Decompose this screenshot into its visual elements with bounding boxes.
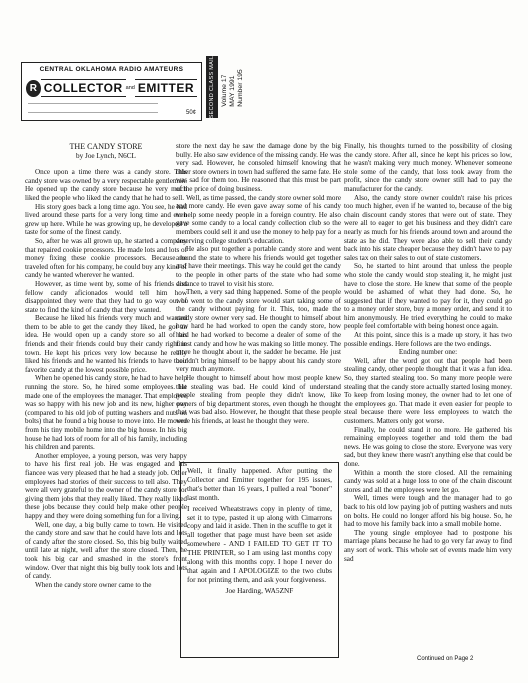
paragraph: Finally, his thoughts turned to the possibility of closing the candy store. After all, since he kept his prices so low, he wasn't making very much money. Whenever someone stole some of the candy, that loss took away from the profit, since the candy store owner still had to pay the manufacturer for the candy. bbox=[344, 142, 512, 193]
paragraph: So, he started to hint around that unless the people who stole the candy would stop stealing it, he might just have to close the store. He knew that some of the people would be ashamed of what they had done. So, he suggested that if they wanted to pay for it, they could go to a money order store, buy a money order, and send it to him anonymously. He tried everything he could to make people feel comfortable with being honest once again. bbox=[344, 262, 512, 331]
paragraph: Because he liked his friends very much and wanted them to be able to get the candy they liked, he got an idea. He would open up a candy store so all of his friends and their friends could buy their candy right in town. He kept his prices very low because he really liked his friends and he wanted his friends to have their favorite candy at the lowest possible price. bbox=[25, 314, 187, 374]
ending-heading: Ending number one: bbox=[398, 348, 458, 357]
issue-date: MAY 1991 bbox=[229, 75, 236, 107]
paragraph: Then, a very sad thing happened. Some of the people who went to the candy store would start taking some of the candy without paying for it. This, too, made the candy store owner very sad. He thought to himself about how hard he had worked to open the candy store, how hard he had worked to become a dealer of some of the finest candy and how he was making so little money. The more he thought about it, the sadder he became. He just couldn't bring himself to be happy about his candy store very much anymore. bbox=[176, 288, 341, 374]
paragraph: So, after he was all grown up, he started a company that repaired cookie processors. He made lots and lots of money fixing these cookie processors. Because he traveled often for his company, he could buy any kind of candy he wanted wherever he wanted. bbox=[25, 236, 187, 280]
paragraph: Well, after the word got out that people had been stealing candy, other people thought that it was a fun idea. So, they started stealing too. So many more people were stealing that the candy store actually started losing money. To keep from losing money, the owner had to let one of the employees go. That made it even easier for people to steal because there were less employees to watch the customers. Matters only got worse. bbox=[344, 356, 512, 425]
paragraph: When the candy store owner came to the bbox=[35, 580, 152, 589]
address-lines bbox=[28, 103, 158, 113]
paragraph: At this point, since this is a made up story, it has two possible endings. Here follows are the two endings. bbox=[344, 331, 512, 348]
postage-label: SECOND CLASS MAIL bbox=[209, 55, 215, 119]
article-title: THE CANDY STORE bbox=[69, 142, 143, 151]
issue-number: Number 195 bbox=[237, 69, 244, 107]
price-label: 50¢ bbox=[185, 110, 196, 116]
paragraph: The young single employee had to postpone his marriage plans because he had to go very far away to find any sort of work. This whole set of events made him very sad bbox=[344, 528, 512, 563]
paragraph: Also, the candy store owner couldn't raise his prices too much higher, even if he wanted to, because of the big chain discount candy stores that were out of state. They were all to eager to get his business and they didn't care nearly as much for his friends around town and around the state as he did. They were also able to sell their candy back into his state cheaper because they didn't have to pay sales tax on their sales to out of state customers. bbox=[344, 193, 512, 262]
masthead-org-line: CENTRAL OKLAHOMA RADIO AMATEURS bbox=[39, 66, 184, 73]
paragraph: Well, one day, a big bully came to town. He visited the candy store and saw that he could have lots and lots of candy after the store closed. So, this big bully waited until late at night, well after the store closed. Then, he took his big car and smashed in the store's front window. Over that night this big bully took lots and lots of candy. bbox=[25, 520, 187, 581]
masthead-word-and: and bbox=[125, 85, 135, 91]
article-column-2 bbox=[176, 142, 341, 426]
masthead-word-left: COLLECTOR bbox=[41, 79, 126, 97]
masthead-word-right: EMITTER bbox=[135, 79, 197, 97]
paragraph: Finally, he could stand it no more. He gathered his remaining employees together and told them the bad news. He was going to close the store. Everyone was very sad, but they knew there wasn't anything else that could be done. bbox=[344, 425, 512, 468]
note-paragraph: I received Wheatstraws copy in plenty of time, set it to type, pasted it up along with Cimarrons copy and laid it aside. Then in the scuffle to get it all together that page must have been set aside somewhere - AND I FAILED TO GET IT TO THE PRINTER, so I am using last months copy along with this months copy. I hope I never do that again and I APOLOGIZE to the two clubs for not printing them, and ask your forgiveness. bbox=[187, 503, 332, 584]
masthead-title bbox=[26, 77, 197, 99]
note-signature: Joe Harding, WA5ZNF bbox=[225, 585, 294, 595]
paragraph: When he opened his candy store, he had to have help running the store. So, he hired some employees. He made one of the employees the manager. That employee was so happy with his new job and its new, higher pay (compared to his old job of putting washers and nuts on bolts) that he found a big house to move into. He moved from his tiny mobile home into the big house. In his big house he had lots of room for all of his family, including his children and parents. bbox=[25, 374, 187, 452]
postage-strip bbox=[206, 56, 218, 118]
note-paragraph: Well, it finally happened. After putting the Collector and Emitter together for 195 issues, that's better than 16 years, I pulled a real "boner" last month. bbox=[187, 466, 332, 502]
issue-volume: Volume 17 bbox=[221, 74, 228, 107]
paragraph: However, as time went by, some of his friends and fellow candy aficionados would tell him how disappointed they were that they had to go way out of state to find the kind of candy that they wanted. bbox=[25, 279, 187, 314]
editor-note-box bbox=[180, 462, 339, 658]
paragraph: Within a month the store closed. All the remaining candy was sold at a huge loss to one of the chain discount stores and all the employees were let go. bbox=[344, 468, 512, 494]
paragraph: Another employee, a young person, was very happy to have his first real job. He was engaged and his fiancee was very pleased that he had a steady job. Other employees had stories of their success to tell also. They were all very grateful to the owner of the candy store for giving them jobs that they really liked. They really liked these jobs because they could help make other people happy and they were doing something fun for a living. bbox=[25, 451, 187, 520]
paragraph: Well, as time passed, the candy store owner sold more and more candy. He even gave away some of his candy to help some needy people in a foreign country. He also gave some candy to a local candy collection club so the members could sell it and use the money to help pay for a deserving college student's education. bbox=[176, 193, 341, 245]
paragraph: His story goes back a long time ago. You see, he had lived around these parts for a very long time and even grew up here. While he was growing up, he developed a taste for some of the finest candy. bbox=[25, 202, 187, 237]
paragraph: He also put together a portable candy store and went around the state to where his friends would get together and have their meetings. This way he could get the candy to the people in other parts of the state who had some distance to travel to visit his store. bbox=[176, 245, 341, 288]
article-byline: by Joe Lynch, N6CL bbox=[76, 151, 136, 160]
club-logo-icon: R bbox=[26, 80, 41, 97]
masthead bbox=[21, 62, 202, 121]
paragraph: He thought to himself about how most people knew that stealing was bad. He could kind of understand people stealing from people they didn't know, like owners of big department stores, even though he thought that was bad also. However, he thought that these people were his friends, at least he thought they were. bbox=[176, 374, 341, 425]
paragraph: Well, times were tough and the manager had to go back to his old low paying job of putting washers and nuts on bolts. He could no longer afford his big house. So, he had to move his family back into a small mobile home. bbox=[344, 494, 512, 529]
article-column-3 bbox=[344, 142, 512, 563]
article-column-1 bbox=[25, 143, 187, 589]
paragraph: Once upon a time there was a candy store. This candy store was owned by a very respectable gentleman. He opened up the candy store because he very much liked the people who liked the candy that he had to sell. bbox=[25, 168, 187, 202]
issue-info bbox=[221, 56, 245, 120]
issue-info-text bbox=[221, 69, 245, 106]
continued-note: Continued on Page 2 bbox=[417, 656, 474, 662]
paragraph: store the next day he saw the damage done by the big bully. He also saw evidence of the missing candy. He was very sad. However, he consoled himself knowing that other store owners in town had suffered the same fate. He was sad for them too. He reasoned that this must be part of the price of doing business. bbox=[176, 142, 341, 193]
